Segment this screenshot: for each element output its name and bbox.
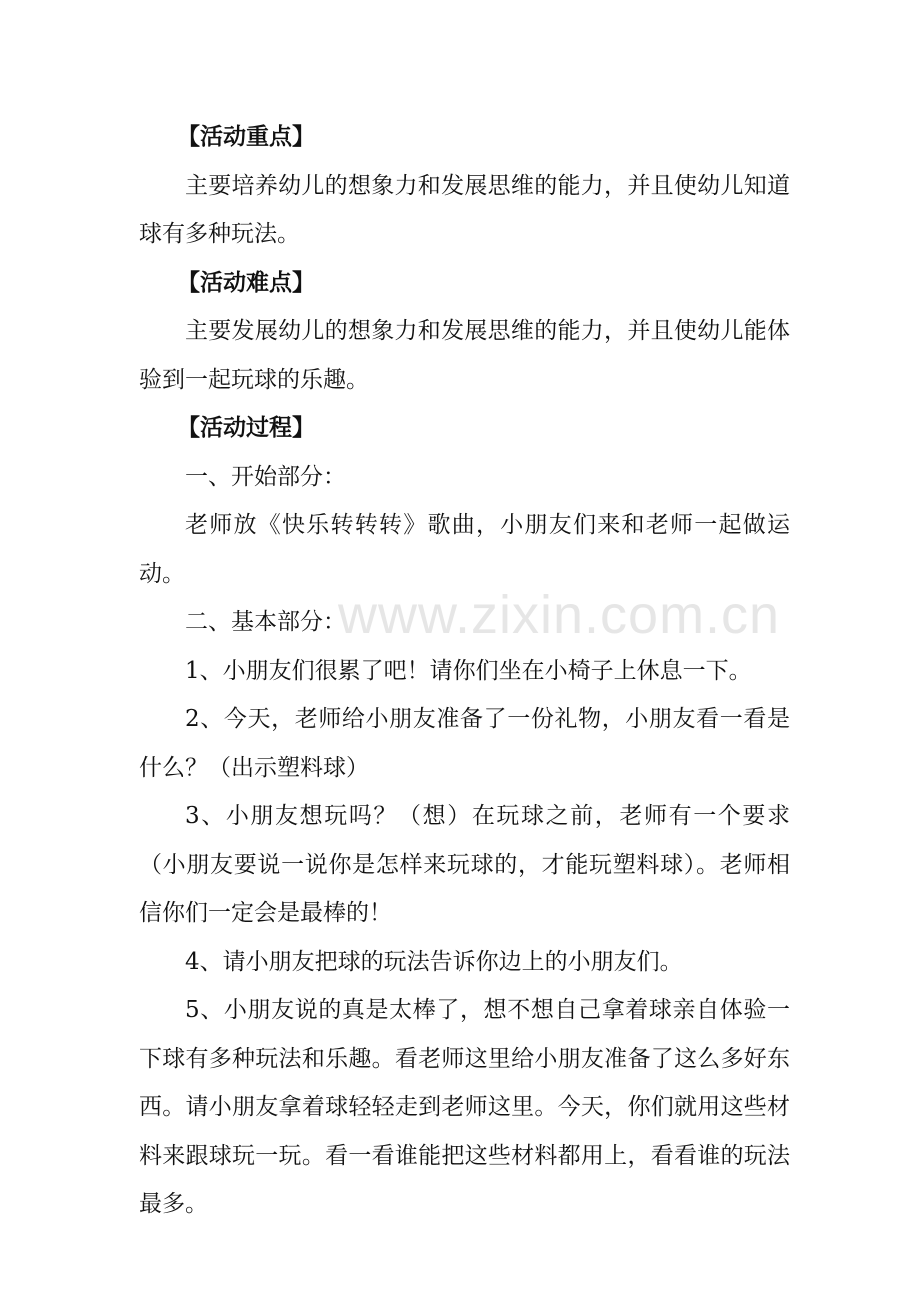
paragraph-part-two-title: 二、基本部分： — [185, 609, 346, 635]
paragraph-key-points: 主要培养幼儿的想象力和发展思维的能力，并且使幼儿知道球有多种玩法。 — [139, 172, 790, 247]
document-body — [139, 113, 790, 1229]
section-heading-process: 【活动过程】 — [177, 415, 315, 441]
section-heading-difficulties: 【活动难点】 — [177, 269, 315, 296]
paragraph-part-one-title: 一、开始部分： — [185, 463, 346, 490]
watermark-text: www.zixin.com.cn — [338, 585, 781, 645]
paragraph-step-1: 1、小朋友们很累了吧！请你们坐在小椅子上休息一下。 — [185, 657, 752, 684]
paragraph-difficulties: 主要发展幼儿的想象力和发展思维的能力，并且使幼儿能体验到一起玩球的乐趣。 — [139, 318, 790, 393]
paragraph-step-2: 2、今天，老师给小朋友准备了一份礼物，小朋友看一看是什么？（出示塑料球） — [139, 706, 790, 781]
paragraph-step-3: 3、小朋友想玩吗？（想）在玩球之前，老师有一个要求（小朋友要说一说你是怎样来玩球的，才能玩塑料球）。老师相信你们一定会是最棒的！ — [139, 803, 790, 926]
paragraph-part-one-body: 老师放《快乐转转转》歌曲，小朋友们来和老师一起做运动。 — [139, 512, 790, 587]
paragraph-step-4: 4、请小朋友把球的玩法告诉你边上的小朋友们。 — [185, 948, 683, 975]
section-heading-key-points: 【活动重点】 — [177, 124, 315, 150]
paragraph-step-5: 5、小朋友说的真是太棒了，想不想自己拿着球亲自体验一下球有多种玩法和乐趣。看老师这里给小朋友准备了这么多好东西。请小朋友拿着球轻轻走到老师这里。今天，你们就用这些材料来跟球玩一玩。看一看谁能把这些材料都用上，看看谁的玩法最多。 — [139, 997, 790, 1217]
